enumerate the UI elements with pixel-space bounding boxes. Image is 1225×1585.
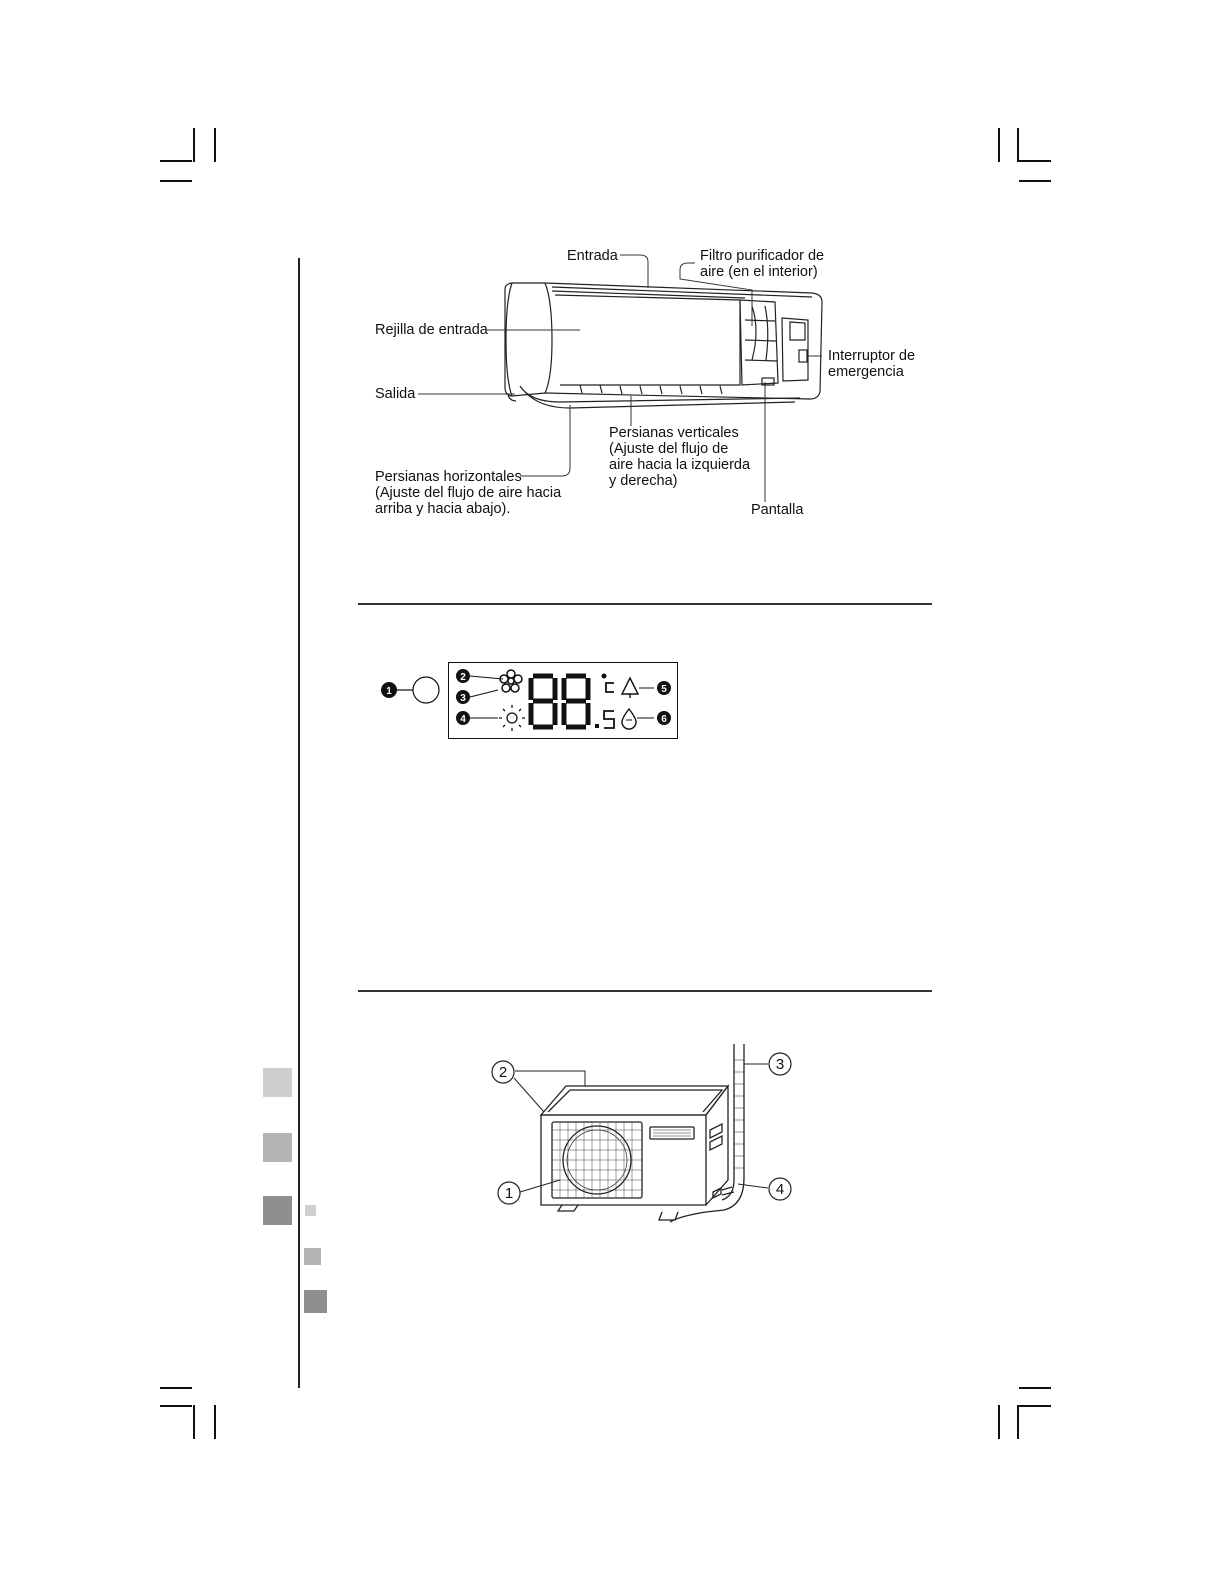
svg-text:1: 1 bbox=[504, 1185, 514, 1202]
label-persianas-horizontales: Persianas horizontales (Ajuste del flujo de aire hacia arriba y hacia abajo). bbox=[375, 469, 562, 517]
label-filtro-purificador: Filtro purificador de aire (en el interior) bbox=[700, 248, 825, 280]
label-interruptor-emergencia: Interruptor de emergencia bbox=[828, 348, 916, 380]
label-salida: Salida bbox=[375, 386, 416, 402]
svg-text:1: 1 bbox=[386, 686, 392, 697]
svg-text:4: 4 bbox=[460, 714, 466, 725]
svg-text:2: 2 bbox=[460, 672, 466, 683]
svg-text:4: 4 bbox=[775, 1181, 785, 1198]
label-rejilla-entrada: Rejilla de entrada bbox=[375, 322, 488, 338]
svg-text:2: 2 bbox=[498, 1064, 508, 1081]
label-persianas-verticales: Persianas verticales (Ajuste del flujo de aire hacia la izquierda y derecha) bbox=[609, 425, 751, 489]
svg-text:3: 3 bbox=[775, 1056, 785, 1073]
svg-text:3: 3 bbox=[460, 693, 466, 704]
label-pantalla: Pantalla bbox=[751, 502, 804, 518]
svg-text:6: 6 bbox=[661, 714, 667, 725]
svg-text:5: 5 bbox=[661, 684, 667, 695]
label-entrada: Entrada bbox=[567, 248, 618, 264]
